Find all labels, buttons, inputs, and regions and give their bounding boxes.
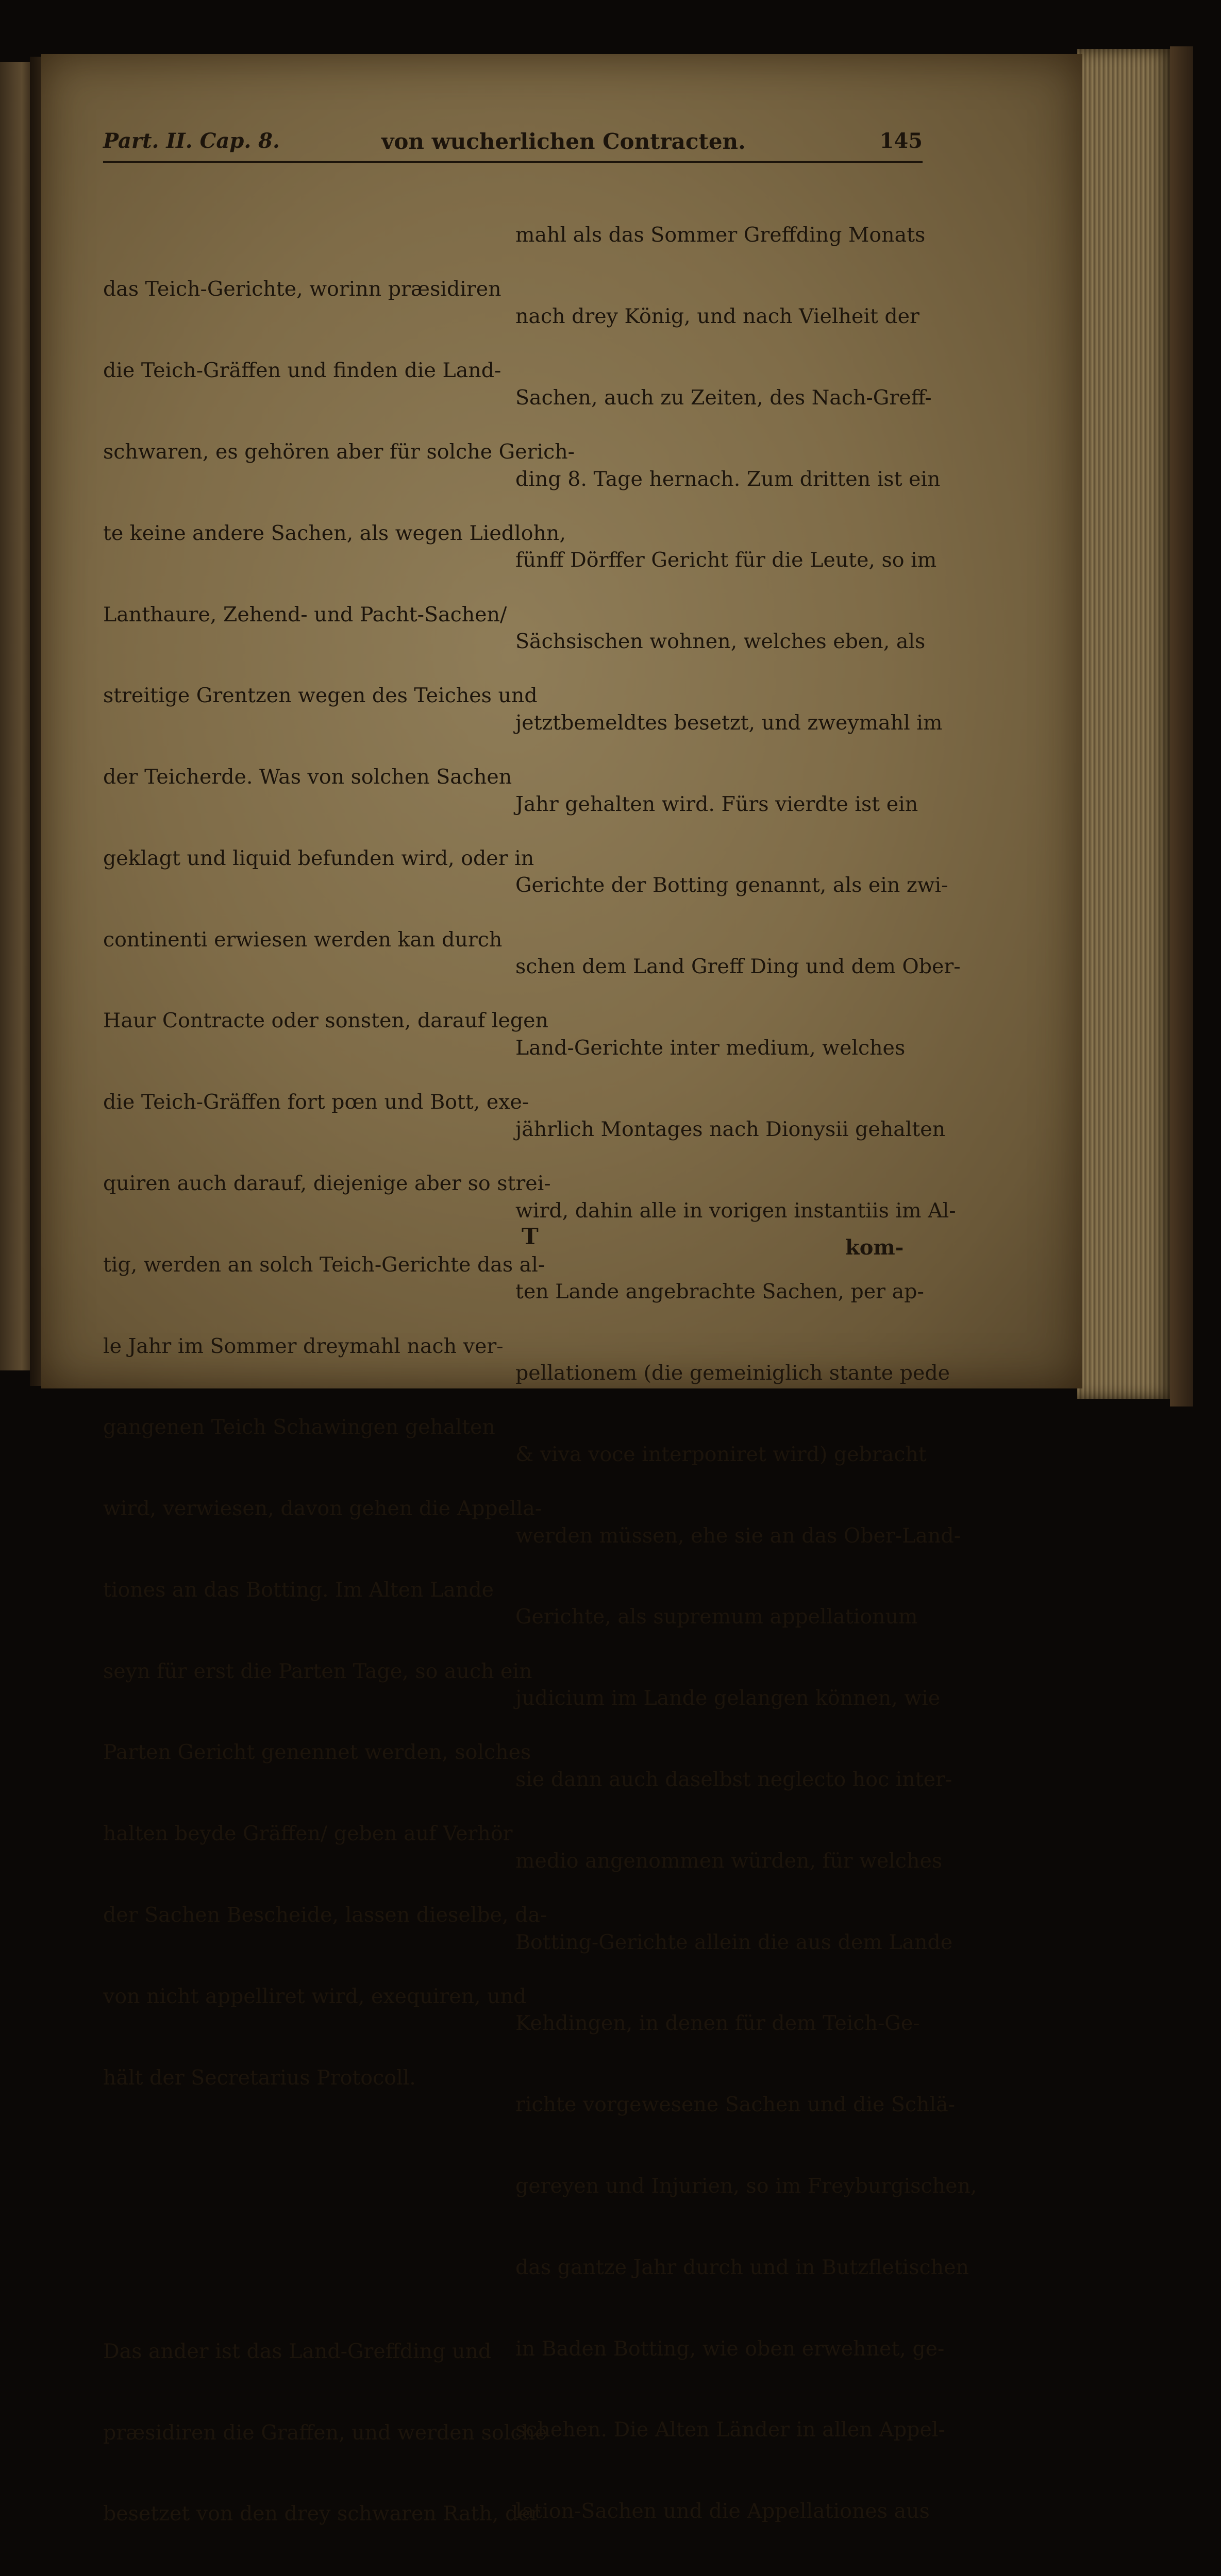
part-chapter-label: Part. II. Cap. 8. bbox=[103, 129, 280, 153]
text-line: Botting-Gerichte allein die aus dem Lande bbox=[515, 1930, 953, 1954]
text-line: Das ander ist das Land-Greffding und bbox=[103, 2339, 492, 2363]
running-header bbox=[103, 129, 923, 165]
text-line: sie dann auch daselbst neglecto hoc inter- bbox=[515, 1768, 952, 1792]
text-line: gangenen Teich Schawingen gehalten bbox=[103, 1415, 495, 1439]
text-line: besetzet von den drey schwaren Rath, der bbox=[103, 2502, 540, 2526]
text-line: gereyen und Injurien, so im Freyburgischen, bbox=[515, 2174, 977, 2198]
text-line: præsidiren die Graffen, und werden solche bbox=[103, 2420, 547, 2445]
paragraph-2 bbox=[103, 2284, 547, 2576]
text-line: medio angenommen würden, für welches bbox=[515, 1849, 943, 1873]
text-line: tiones an das Botting. Im Alten Lande bbox=[103, 1578, 494, 1602]
text-line: das Teich-Gerichte, worinn præsidiren bbox=[103, 277, 501, 301]
header-rule bbox=[103, 161, 923, 163]
text-line: fünff Dörffer Gericht für die Leute, so im bbox=[515, 548, 937, 572]
text-line: richte vorgewesene Sachen und die Schlä- bbox=[515, 2093, 955, 2117]
text-line: von nicht appelliret wird, exequiren, und bbox=[103, 1984, 527, 2008]
text-line: jetztbemeldtes besetzt, und zweymahl im bbox=[515, 710, 943, 735]
page-block-edge bbox=[1077, 49, 1175, 1399]
text-line: die Teich-Gräffen und finden die Land- bbox=[103, 359, 501, 383]
text-line: Gerichte, als supremum appellationum bbox=[515, 1605, 918, 1629]
text-line: Kehdingen, in denen für dem Teich-Ge- bbox=[515, 2011, 920, 2036]
text-line: streitige Grentzen wegen des Teiches und bbox=[103, 684, 538, 708]
text-line: judicium im Lande gelangen können, wie bbox=[515, 1686, 941, 1710]
book-cover-edge bbox=[1170, 46, 1193, 1406]
text-line: mahl als das Sommer Greffding Monats bbox=[515, 223, 926, 247]
text-line: hält der Secretarius Protocoll. bbox=[103, 2065, 416, 2090]
text-line: ding 8. Tage hernach. Zum dritten ist ein bbox=[515, 467, 941, 491]
paragraph-1 bbox=[103, 222, 575, 2145]
text-line: Sachen, auch zu Zeiten, des Nach-Greff- bbox=[515, 385, 932, 410]
text-line: wird, verwiesen, davon gehen die Appella- bbox=[103, 1497, 542, 1521]
text-line: Sächsischen wohnen, welches eben, als bbox=[515, 630, 926, 654]
left-column bbox=[103, 167, 575, 2576]
text-line: schen dem Land Greff Ding und dem Ober- bbox=[515, 955, 961, 979]
text-line: Jahr gehalten wird. Fürs vierdte ist ein bbox=[515, 792, 918, 816]
text-line: jährlich Montages nach Dionysii gehalten bbox=[515, 1117, 946, 1141]
text-line: wird, dahin alle in vorigen instantiis im Al- bbox=[515, 1198, 956, 1223]
page-number: 145 bbox=[879, 129, 923, 153]
paragraph-gap bbox=[103, 2200, 495, 2230]
text-line: nach drey König, und nach Vielheit der bbox=[515, 304, 919, 328]
text-line: continenti erwiesen werden kan durch bbox=[103, 927, 503, 952]
text-line: der Teicherde. Was von solchen Sachen bbox=[103, 765, 512, 789]
text-line: die Teich-Gräffen fort pœn und Bott, exe- bbox=[103, 1090, 529, 1114]
text-line: werden müssen, ehe sie an das Ober-Land- bbox=[515, 1523, 961, 1548]
text-line: pellationem (die gemeiniglich stante pede bbox=[515, 1361, 950, 1385]
text-line: seyn für erst die Parten Tage, so auch ein bbox=[103, 1659, 532, 1683]
text-line: quiren auch darauf, diejenige aber so strei- bbox=[103, 1171, 551, 1195]
text-line: Lanthaure, Zehend- und Pacht-Sachen/ bbox=[103, 602, 507, 626]
text-line: ten Lande angebrachte Sachen, per ap- bbox=[515, 1280, 924, 1304]
right-column bbox=[515, 167, 977, 2576]
text-line: Gerichte der Botting genannt, als ein zwi- bbox=[515, 873, 948, 897]
running-title: von wucherlichen Contracten. bbox=[381, 129, 746, 154]
text-line: das gantze Jahr durch und in Butzfletischen bbox=[515, 2255, 969, 2279]
text-line: der Sachen Bescheide, lassen dieselbe, da- bbox=[103, 1903, 547, 1927]
text-line: & viva voce interponiret wird) gebracht bbox=[515, 1442, 927, 1466]
text-line: tig, werden an solch Teich-Gerichte das al- bbox=[103, 1252, 545, 1277]
text-line: Parten Gericht genennet werden, solches bbox=[103, 1740, 531, 1765]
text-line: Haur Contracte oder sonsten, darauf legen bbox=[103, 1009, 548, 1033]
text-line: Land-Gerichte inter medium, welches bbox=[515, 1036, 906, 1060]
text-line: le Jahr im Sommer dreymahl nach ver- bbox=[103, 1334, 504, 1358]
catchword: kom- bbox=[845, 1235, 904, 1260]
text-line: halten beyde Gräffen/ geben auf Verhör bbox=[103, 1822, 513, 1846]
text-line: geklagt und liquid befunden wird, oder in bbox=[103, 846, 534, 870]
text-line: schehen. Die Alten Länder in allen Appel- bbox=[515, 2418, 945, 2442]
text-line: in Baden Botting, wie oben erwehnet, ge- bbox=[515, 2336, 945, 2361]
text-line: te keine andere Sachen, als wegen Liedlohn, bbox=[103, 521, 566, 545]
text-line: lation-Sachen und die Appellationes aus bbox=[515, 2499, 930, 2523]
text-line: schwaren, es gehören aber für solche Gerich- bbox=[103, 439, 575, 464]
signature-mark: T bbox=[522, 1224, 539, 1250]
